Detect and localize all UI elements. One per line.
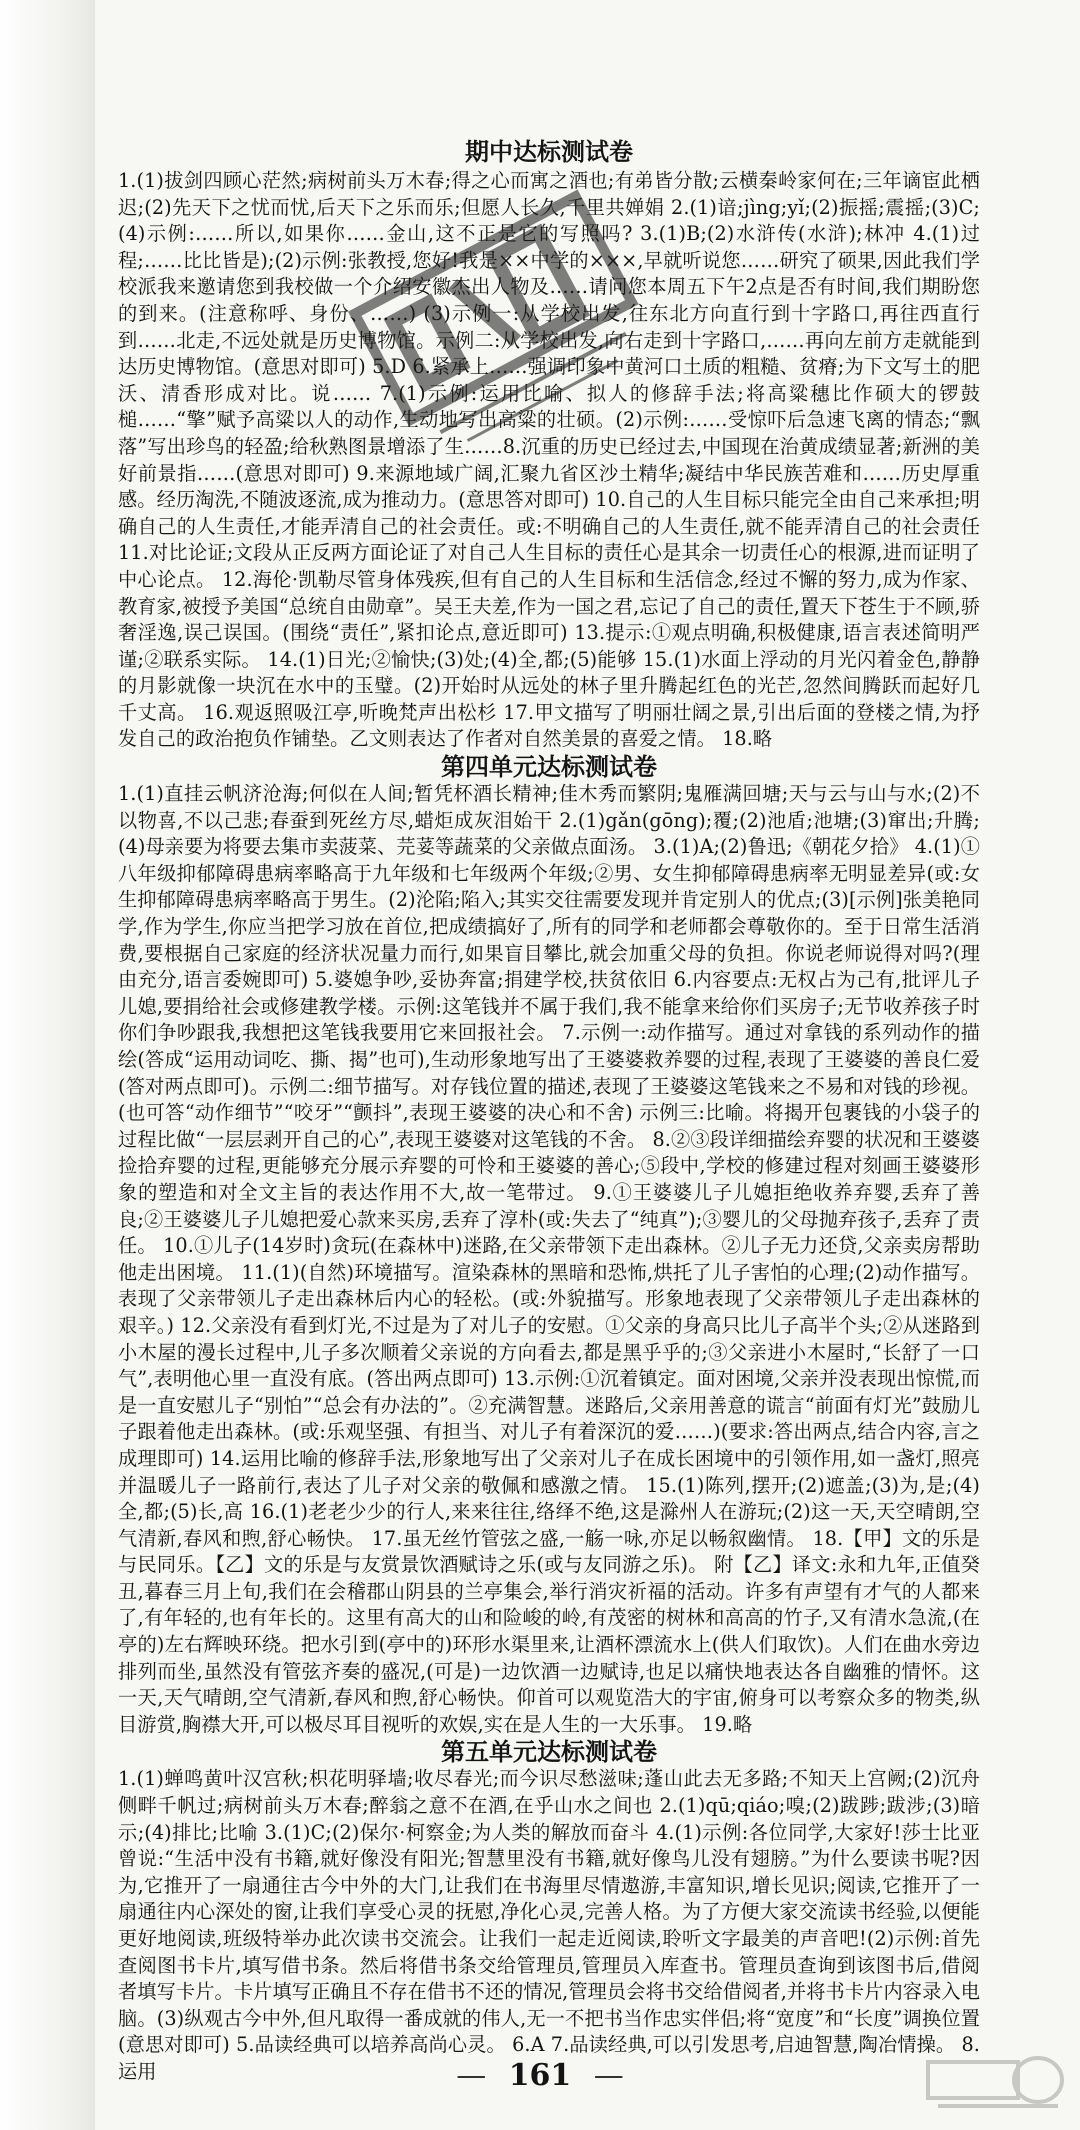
page-margin-shadow [0, 0, 95, 2130]
watermark-logo [918, 2050, 1068, 2122]
section-answers-midterm: 1.(1)拔剑四顾心茫然;病树前头万木春;得之心而寓之酒也;有弟皆分散;云横秦岭家何在;三年谪宦此栖迟;(2)先天下之忧而忧,后天下之乐而乐;但愿人长久,千里共婵娟 2.(1)谙;jìng;yǐ;(2)振摇;震摇;(3)C;(4)示例:……所以,如果你……金山,这不正是它的写照吗? 3.(1)B;(2)水浒传(水浒);林冲 4.(1)过程;……比比皆是);(2)示例:张教授,您好!我是××中学的×××,早就听说您……研究了硕果,因此我们学校派我来邀请您到我校做一个介绍安徽杰出人物及……请问您本周五下午2点是否有时间,我们期盼您的到来。(注意称呼、身份、……) (3)示例一:从学校出发,往东北方向直行到十字路口,再往西直行到……北走,不远处就是历史博物馆。示例二:从学校出发,向右走到十字路口,……再向左前方走就能到达历史博物馆。(意思对即可) 5.D 6.紧承上……强调印象中黄河口土质的粗糙、贫瘠;为下文写土的肥沃、清香形成对比。说…… 7.(1)示例:运用比喻、拟人的修辞手法;将高粱穗比作硕大的锣鼓槌……“擎”赋予高粱以人的动作,生动地写出高粱的壮硕。(2)示例:……受惊吓后急速飞离的情态;“飘落”写出珍鸟的轻盈;给秋熟图景增添了生……8.沉重的历史已经过去,中国现在治黄成绩显著;新洲的美好前景指……(意思对即可) 9.来源地域广阔,汇聚九省区沙土精华;凝结中华民族苦难和……历史厚重感。经历淘洗,不随波逐流,成为推动力。(意思答对即可) 10.自己的人生目标只能完全由自己来承担;明确自己的人生责任,才能弄清自己的社会责任。或:不明确自己的人生责任,就不能弄清自己的社会责任 11.对比论证;文段从正反两方面论证了对自己人生目标的责任心是其余一切责任心的根源,进而证明了中心论点。 12.海伦·凯勒尽管身体残疾,但有自己的人生目标和生活信念,经过不懈的努力,成为作家、教育家,被授予美国“总统自由勋章”。吴王夫差,作为一国之君,忘记了自己的责任,置天下苍生于不顾,骄奢淫逸,误己误国。(围绕“责任”,紧扣论点,意近即可) 13.提示:①观点明确,积极健康,语言表述简明严谨;②联系实际。 14.(1)日光;②愉快;(3)处;(4)全,都;(5)能够 15.(1)水面上浮动的月光闪着金色,静静的月影就像一块沉在水中的玉璧。(2)开始时从远处的林子里升腾起红色的光芒,忽然间腾跃而起好几千丈高。 16.观返照吸江亭,听晚梵声出松杉 17.甲文描写了明丽壮阔之景,引出后面的登楼之情,为抒发自己的政治抱负作铺垫。乙文则表达了作者对自然美景的喜爱之情。 18.略 [118, 169, 980, 751]
section-title-unit5: 第五单元达标测试卷 [441, 1737, 657, 1767]
section-answers-unit4: 1.(1)直挂云帆济沧海;何似在人间;暂凭杯酒长精神;佳木秀而繁阴;鬼雁满回塘;天与云与山与水;(2)不以物喜,不以己悲;春蚕到死丝方尽,蜡炬成灰泪始干 2.(1)gǎn(gōng);覆;(2)池盾;池塘;(3)窜出;升腾;(4)母亲要为将要去集市卖菠菜、芫荽等蔬菜的父亲做点面汤。 3.(1)A;(2)鲁迅;《朝花夕拾》 4.(1)①八年级抑郁障碍患病率略高于九年级和七年级两个年级;②男、女生抑郁障碍患病率无明显差异(或:女生抑郁障碍患病率略高于男生。(2)沦陷;陷入;其实交往需要发现并肯定别人的优点;(3)[示例]张美艳同学,作为学生,你应当把学习放在首位,把成绩搞好了,所有的同学和老师都会尊敬你的。至于日常生活消费,要根据自己家庭的经济状况量力而行,如果盲目攀比,就会加重父母的负担。你说老师说得对吗?(理由充分,语言委婉即可) 5.婆媳争吵,妥协奔富;捐建学校,扶贫依旧 6.内容要点:无权占为己有,批评儿子儿媳,要捐给社会或修建教学楼。示例:这笔钱并不属于我们,我不能拿来给你们买房子;无节收养孩子时你们争吵跟我,我想把这笔钱我要用它来回报社会。 7.示例一:动作描写。通过对拿钱的系列动作的描绘(答成“运用动词吃、撕、揭”也可),生动形象地写出了王婆婆救养婴的过程,表现了王婆婆的善良仁爱(答对两点即可)。示例二:细节描写。对存钱位置的描述,表现了王婆婆这笔钱来之不易和对钱的珍视。(也可答“动作细节”“咬牙”“颤抖”,表现王婆婆的决心和不舍) 示例三:比喻。将揭开包裹钱的小袋子的过程比做“一层层剥开自己的心”,表现王婆婆对这笔钱的不舍。 8.②③段详细描绘弃婴的状况和王婆婆捡拾弃婴的过程,更能够充分展示弃婴的可怜和王婆婆的善心;⑤段中,学校的修建过程对刻画王婆婆形象的塑造和对全文主旨的表达作用不大,故一笔带过。 9.①王婆婆儿子儿媳拒绝收养弃婴,丢弃了善良;②王婆婆儿子儿媳把爱心款来买房,丢弃了淳朴(或:失去了“纯真”);③婴儿的父母抛弃孩子,丢弃了责任。 10.①儿子(14岁时)贪玩(在森林中)迷路,在父亲带领下走出森林。②儿子无力还贷,父亲卖房帮助他走出困境。 11.(1)(自然)环境描写。渲染森林的黑暗和恐怖,烘托了儿子害怕的心理;(2)动作描写。表现了父亲带领儿子走出森林后内心的轻松。(或:外貌描写。形象地表现了父亲带领儿子走出森林的艰辛。) 12.父亲没有看到灯光,不过是为了对儿子的安慰。①父亲的身高只比儿子高半个头;②从迷路到小木屋的漫长过程中,儿子多次顺着父亲说的方向看去,都是黑乎乎的;③父亲进小木屋时,“长舒了一口气”,表明他心里一直没有底。(答出两点即可) 13.示例:①沉着镇定。面对困境,父亲并没表现出惊慌,而是一直安慰儿子“别怕”“总会有办法的”。②充满智慧。迷路后,父亲用善意的谎言“前面有灯光”鼓励儿子跟着他走出森林。(或:乐观坚强、有担当、对儿子有着深沉的爱……)(要求:答出两点,结合内容,言之成理即可) 14.运用比喻的修辞手法,形象地写出了父亲对儿子在成长困境中的引领作用,如一盏灯,照亮并温暖儿子一路前行,表达了儿子对父亲的敬佩和感激之情。 15.(1)陈列,摆开;(2)遮盖;(3)为,是;(4)全,都;(5)长,高 16.(1)老老少少的行人,来来往往,络绎不绝,这是滁州人在游玩;(2)这一天,天空晴朗,空气清新,春风和煦,舒心畅快。 17.虽无丝竹管弦之盛,一觞一咏,亦足以畅叙幽情。 18.【甲】文的乐是与民同乐。【乙】文的乐是与友赏景饮酒赋诗之乐(或与友同游之乐)。 附【乙】译文:永和九年,正值癸丑,暮春三月上旬,我们在会稽郡山阴县的兰亭集会,举行消灾祈福的活动。许多有声望有才气的人都来了,有年轻的,也有年长的。这里有高大的山和险峻的岭,有茂密的树林和高高的竹子,又有清水急流,(在亭的)左右辉映环绕。把水引到(亭中的)环形水渠里来,让酒杯漂流水上(供人们取饮)。人们在曲水旁边排列而坐,虽然没有管弦齐奏的盛况,(可是)一边饮酒一边赋诗,也足以痛快地表达各自幽雅的情怀。这一天,天气晴朗,空气清新,春风和煦,舒心畅快。仰首可以观览浩大的宇宙,俯身可以考察众多的物类,纵目游赏,胸襟大开,可以极尽耳目视听的欢娱,实在是人生的一大乐事。 19.略 [118, 782, 980, 1736]
section-title-unit4: 第四单元达标测试卷 [441, 752, 657, 782]
section-title-midterm: 期中达标测试卷 [465, 137, 633, 166]
footer-dash-left: — [456, 2058, 487, 2093]
answer-key-content [118, 138, 980, 2086]
footer-dash-right: — [593, 2058, 624, 2093]
page-number: 161 [508, 2058, 572, 2093]
section-answers-unit5: 1.(1)蝉鸣黄叶汉宫秋;枳花明驿墙;收尽春光;而今识尽愁滋味;蓬山此去无多路;不知天上宫阙;(2)沉舟侧畔千帆过;病树前头万木春;醉翁之意不在酒,在乎山水之间也 2.(1)qū;qiáo;嗅;(2)跋踄;跋涉;(3)暗示;(4)排比;比喻 3.(1)C;(2)保尔·柯察金;为人类的解放而奋斗 4.(1)示例:各位同学,大家好!莎士比亚曾说:“生活中没有书籍,就好像没有阳光;智慧里没有书籍,就好像鸟儿没有翅膀。”为什么要读书呢?因为,它推开了一扇通往古今中外的大门,让我们在书海里尽情遨游,丰富知识,增长见识;阅读,它推开了一扇通往内心深处的窗,让我们享受心灵的抚慰,净化心灵,完善人格。为了方便大家交流读书经验,以便能更好地阅读,班级特举办此次读书交流会。让我们一起走近阅读,聆听文字最美的声音吧!(2)示例:首先查阅图书卡片,填写借书条。然后将借书条交给管理员,管理员入库查书。管理员查询到该图书后,借阅者填写卡片。卡片填写正确且不存在借书不还的情况,管理员会将书交给借阅者,并将书卡片内容录入电脑。(3)纵观古今中外,但凡取得一番成就的伟人,无一不把书当作忠实伴侣;将“宽度”和“长度”调换位置(意思对即可) 5.品读经典可以培养高尚心灵。 6.A 7.品读经典,可以引发思考,启迪智慧,陶冶情操。 8.运用 [118, 1767, 980, 2083]
